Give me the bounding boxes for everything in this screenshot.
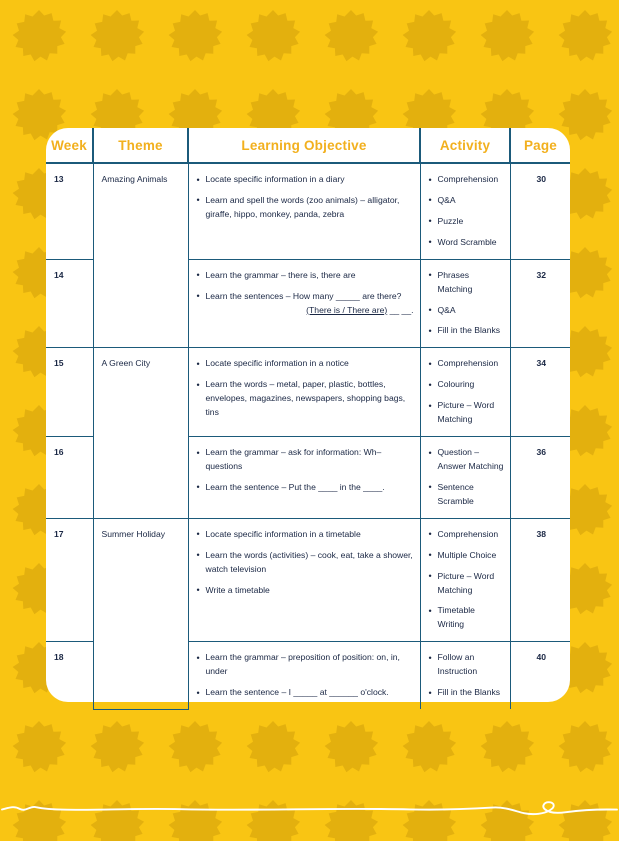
list-item: • Locate specific information in a diary [197, 173, 414, 187]
cell-theme: A Green City [93, 348, 188, 518]
activity-list [429, 173, 504, 250]
cell-learning-objective [188, 163, 420, 259]
list-item: • Multiple Choice [429, 549, 504, 563]
list-item: • Learn the grammar – ask for information: Wh– questions [197, 446, 414, 474]
list-item: • Picture – Word Matching [429, 399, 504, 427]
cell-week: 18 [46, 642, 93, 709]
cell-activity [420, 163, 510, 259]
column-header-objective: Learning Objective [188, 128, 420, 163]
list-item: • Learn the sentence – Put the ____ in the ____. [197, 481, 414, 495]
list-item: • Sentence Scramble [429, 481, 504, 509]
list-item: • Learn the words – metal, paper, plastic, bottles, envelopes, magazines, newspapers, shopping bags, tins [197, 378, 414, 420]
list-item: • Comprehension [429, 528, 504, 542]
decorative-squiggle-line [0, 793, 619, 825]
objective-text: Learn the sentences – How many _____ are there? [205, 290, 402, 301]
cell-theme: Amazing Animals [93, 163, 188, 348]
objective-tail: __ __. [387, 304, 414, 315]
column-header-activity: Activity [420, 128, 510, 163]
objective-list [197, 651, 414, 700]
cell-activity [420, 437, 510, 519]
list-item: • Learn the words (activities) – cook, eat, take a shower, watch television [197, 549, 414, 577]
activity-list [429, 651, 504, 700]
activity-list [429, 357, 504, 427]
list-item: • Colouring [429, 378, 504, 392]
content-card [46, 128, 570, 702]
table-row [46, 163, 570, 259]
objective-list [197, 357, 414, 420]
objective-list [197, 528, 414, 598]
activity-list [429, 269, 504, 339]
cell-learning-objective [188, 348, 420, 437]
list-item: • Learn the grammar – there is, there are [197, 269, 414, 283]
cell-activity [420, 259, 510, 348]
list-item: • Phrases Matching [429, 269, 504, 297]
cell-activity [420, 348, 510, 437]
cell-learning-objective [188, 518, 420, 642]
cell-page: 30 [510, 163, 570, 259]
list-item: • Learn the grammar – preposition of position: on, in, under [197, 651, 414, 679]
list-item: • Comprehension [429, 357, 504, 371]
cell-activity [420, 642, 510, 709]
cell-learning-objective [188, 642, 420, 709]
list-item: • Locate specific information in a timetable [197, 528, 414, 542]
activity-list [429, 528, 504, 633]
list-item: • Learn and spell the words (zoo animals) – alligator, giraffe, hippo, monkey, panda, zebra [197, 194, 414, 222]
objective-list [197, 446, 414, 495]
list-item: • Q&A [429, 304, 504, 318]
list-item: • Write a timetable [197, 584, 414, 598]
list-item: • Fill in the Blanks [429, 686, 504, 700]
list-item: • Comprehension [429, 173, 504, 187]
list-item: • Question – Answer Matching [429, 446, 504, 474]
table-row [46, 348, 570, 437]
underlined-choice: (There is / There are) [306, 304, 388, 315]
list-item: • Picture – Word Matching [429, 570, 504, 598]
cell-theme: Summer Holiday [93, 518, 188, 709]
list-item: • Learn the sentence – I _____ at ______ o'clock. [197, 686, 414, 700]
cell-page: 36 [510, 437, 570, 519]
table-row [46, 518, 570, 642]
table-header-row [46, 128, 570, 163]
cell-page: 34 [510, 348, 570, 437]
cell-page: 32 [510, 259, 570, 348]
cell-learning-objective [188, 259, 420, 348]
cell-activity [420, 518, 510, 642]
list-item: • Puzzle [429, 215, 504, 229]
list-item: • Follow an Instruction [429, 651, 504, 679]
curriculum-schedule-table [46, 128, 570, 710]
list-item: • Fill in the Blanks [429, 324, 504, 338]
cell-page: 38 [510, 518, 570, 642]
cell-week: 17 [46, 518, 93, 642]
list-item [197, 290, 414, 318]
column-header-theme: Theme [93, 128, 188, 163]
objective-continuation [206, 304, 414, 318]
list-item: • Q&A [429, 194, 504, 208]
list-item: • Timetable Writing [429, 604, 504, 632]
objective-list [197, 269, 414, 318]
cell-week: 14 [46, 259, 93, 348]
cell-week: 16 [46, 437, 93, 519]
cell-page: 40 [536, 652, 547, 663]
cell-week: 13 [46, 163, 93, 259]
column-header-week: Week [46, 128, 93, 163]
list-item: • Locate specific information in a notice [197, 357, 414, 371]
activity-list [429, 446, 504, 509]
column-header-page: Page [510, 128, 570, 163]
list-item: • Word Scramble [429, 236, 504, 250]
cell-learning-objective [188, 437, 420, 519]
cell-week: 15 [46, 348, 93, 437]
objective-list [197, 173, 414, 222]
